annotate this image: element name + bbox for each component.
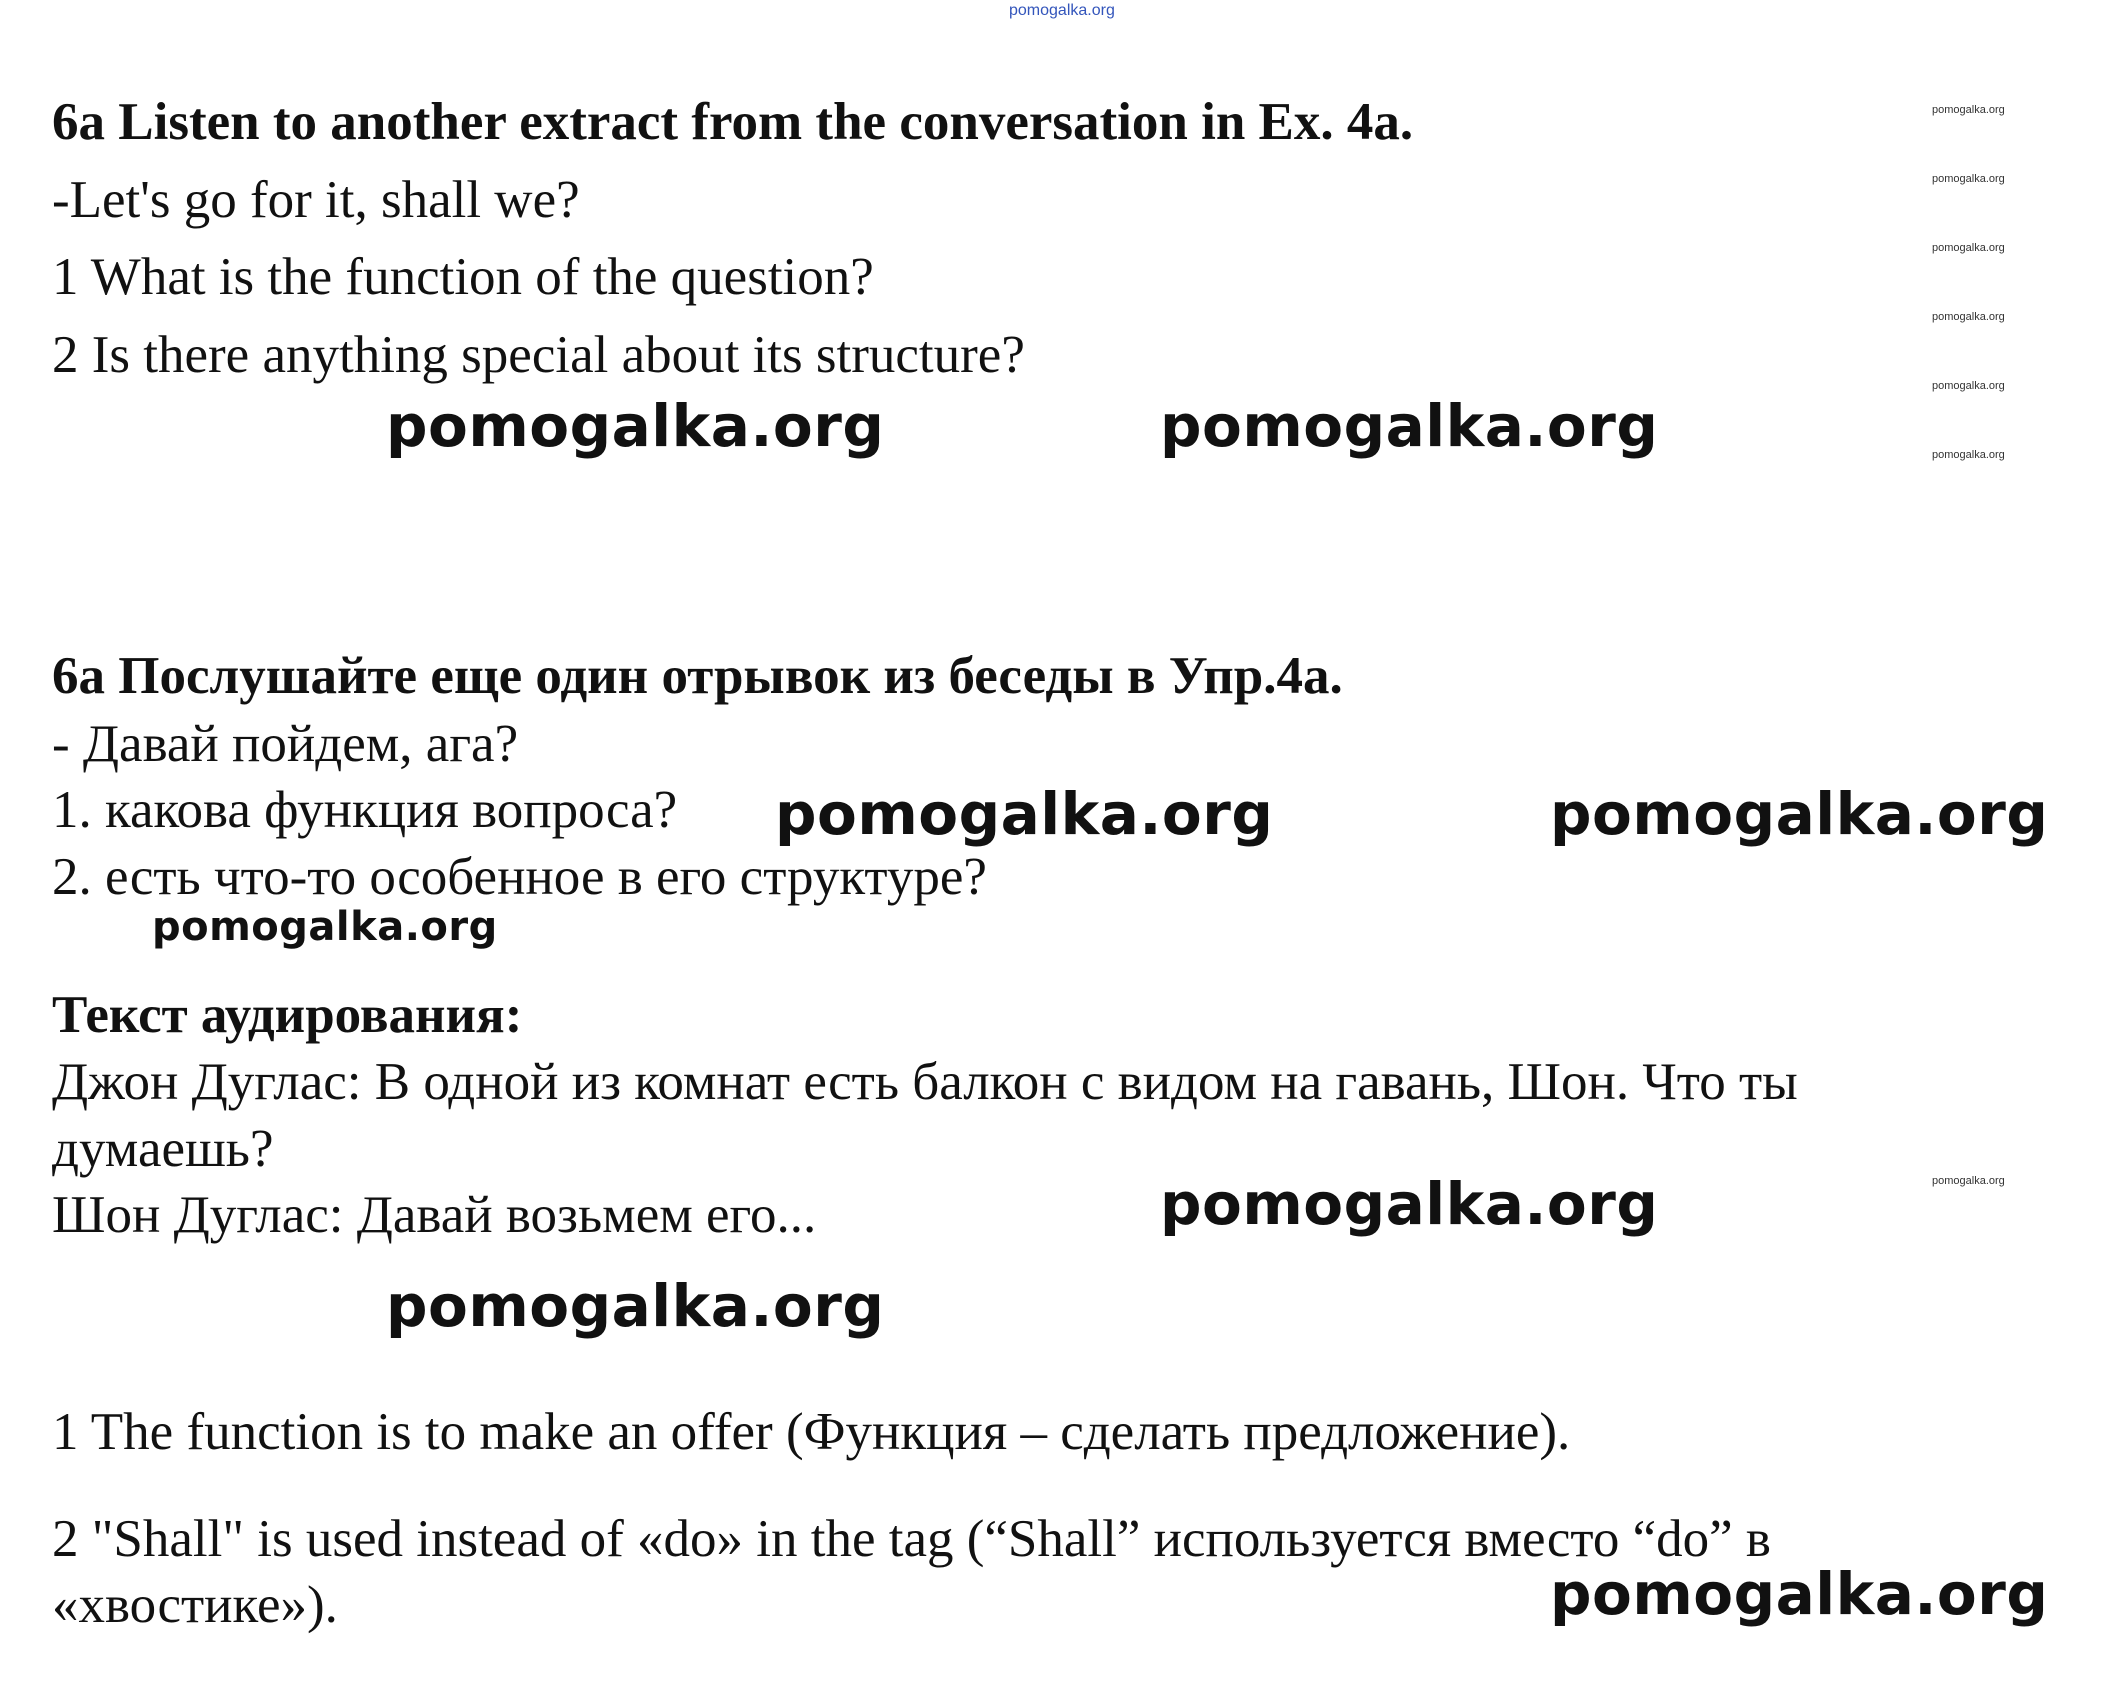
watermark: pomogalka.org	[152, 904, 498, 950]
small-watermark: pomogalka.org	[1932, 1175, 2005, 1187]
transcript-line-1: Джон Дуглас: В одной из комнат есть балкон с видом на гавань, Шон. Что ты	[52, 1053, 1798, 1111]
russian-title: 6a Послушайте еще один отрывок из беседы в Упр.4a.	[52, 647, 1343, 705]
watermark: pomogalka.org	[386, 392, 885, 460]
small-watermark: pomogalka.org	[1932, 449, 2005, 461]
top-watermark: pomogalka.org	[1009, 2, 1115, 19]
russian-question-1: 1. какова функция вопроса?	[52, 781, 678, 839]
small-watermark: pomogalka.org	[1932, 104, 2005, 116]
russian-question-2: 2. есть что-то особенное в его структуре?	[52, 848, 987, 906]
watermark: pomogalka.org	[1160, 1170, 1659, 1238]
small-watermark: pomogalka.org	[1932, 173, 2005, 185]
small-watermark: pomogalka.org	[1932, 380, 2005, 392]
transcript-line-2: Шон Дуглас: Давай возьмем его...	[52, 1186, 817, 1244]
russian-quote: - Давай пойдем, ага?	[52, 715, 519, 773]
english-question-2: 2 Is there anything special about its structure?	[52, 326, 1025, 384]
answer-1: 1 The function is to make an offer (Функция – сделать предложение).	[52, 1403, 1571, 1461]
watermark: pomogalka.org	[1550, 1560, 2049, 1628]
watermark: pomogalka.org	[1550, 780, 2049, 848]
transcript-line-1-continued: думаешь?	[52, 1120, 274, 1178]
small-watermark: pomogalka.org	[1932, 242, 2005, 254]
small-watermark: pomogalka.org	[1932, 311, 2005, 323]
english-question-1: 1 What is the function of the question?	[52, 248, 874, 306]
answer-2-continued: «хвостике»).	[52, 1576, 338, 1634]
english-quote: -Let's go for it, shall we?	[52, 171, 580, 229]
watermark: pomogalka.org	[386, 1272, 885, 1340]
watermark: pomogalka.org	[775, 780, 1274, 848]
watermark: pomogalka.org	[1160, 392, 1659, 460]
answer-2: 2 "Shall" is used instead of «do» in the tag (“Shall” используется вместо “do” в	[52, 1510, 1771, 1568]
english-title: 6a Listen to another extract from the conversation in Ex. 4a.	[52, 93, 1414, 151]
transcript-heading: Текст аудирования:	[52, 986, 523, 1044]
